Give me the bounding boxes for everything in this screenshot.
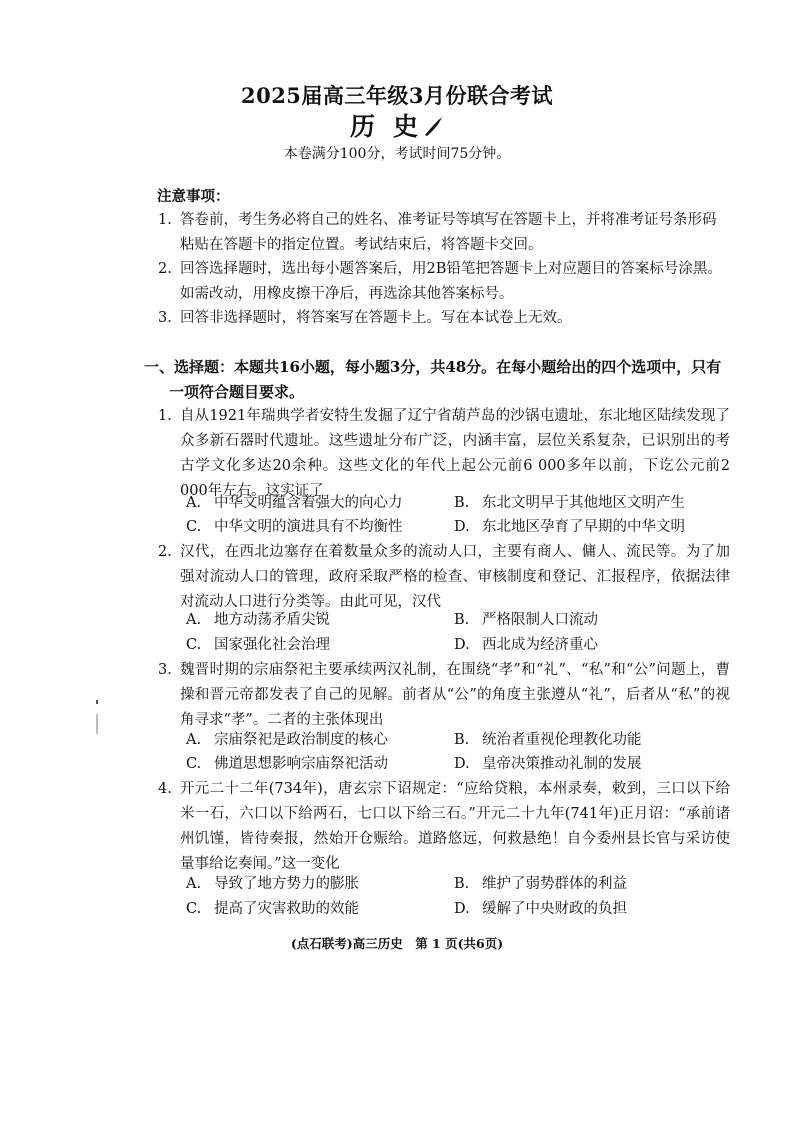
- question-number: 2.: [158, 544, 172, 560]
- option-a: [186, 728, 388, 753]
- notice-item-number: 1.: [158, 212, 172, 228]
- option-d: [454, 752, 642, 777]
- notice-item-number: 2.: [158, 261, 172, 277]
- option-b: [454, 608, 598, 633]
- question-stem: [158, 658, 730, 733]
- option-text: 佛道思想影响宗庙祭祀活动: [214, 756, 388, 772]
- question-text: 汉代，在西北边塞存在着数量众多的流动人口，主要有商人、傭人、流民等。为了加强对流动人口的管理，政府采取严格的检查、审核制度和登记、汇报程序，依据法律对流动人口进行分类等。由此可见，汉代: [180, 544, 730, 610]
- page-footer: (点石联考)高三历史 第 1 页(共6页): [290, 936, 504, 951]
- option-letter: B.: [454, 876, 470, 892]
- question-stem: [158, 777, 730, 877]
- notice-title: 注意事项：: [157, 188, 230, 205]
- option-text: 缓解了中央财政的负担: [482, 901, 627, 917]
- option-letter: C.: [186, 756, 202, 772]
- question-text: 魏晋时期的宗庙祭祀主要承续两汉礼制，在围绕“孝”和“礼”、“私”和“公”问题上，曹操和晋元帝都发表了自己的见解。前者从“公”的角度主张遵从“礼”，后者从“私”的视角寻求“孝”。二者的主张体现出: [180, 662, 730, 728]
- option-letter: C.: [186, 637, 202, 653]
- exam-info: 本卷满分100分，考试时间75分钟。: [283, 146, 511, 162]
- option-text: 地方动荡矛盾尖锐: [214, 612, 330, 628]
- option-b: [454, 728, 642, 753]
- option-letter: A.: [186, 612, 202, 628]
- notice-item-text: 回答非选择题时，将答案写在答题卡上。写在本试卷上无效。: [180, 310, 572, 326]
- option-text: 东北文明早于其他地区文明产生: [482, 495, 685, 511]
- option-b: [454, 872, 627, 897]
- option-text: 导致了地方势力的膨胀: [214, 876, 359, 892]
- scan-margin-mark: [94, 700, 100, 734]
- option-text: 维护了弱势群体的利益: [482, 876, 627, 892]
- option-text: 中华文明蕴含着强大的向心力: [214, 495, 403, 511]
- option-letter: C.: [186, 519, 202, 535]
- subject-heading: [0, 107, 794, 143]
- question-text: 自从1921年瑞典学者安特生发掘了辽宁省葫芦岛的沙锅屯遗址，东北地区陆续发现了众多新石器时代遗址。这些遗址分布广泛，内涵丰富，层位关系复杂，已识别出的考古学文化多达20余种。这些文化的年代上起公元前6 000多年以前，下讫公元前2 000年左右。这实证了: [180, 408, 730, 499]
- option-d: [454, 515, 685, 540]
- option-text: 皇帝决策推动礼制的发展: [482, 756, 642, 772]
- question-number: 4.: [158, 781, 172, 797]
- option-text: 中华文明的演进具有不均衡性: [214, 519, 403, 535]
- option-letter: B.: [454, 612, 470, 628]
- option-c: [186, 515, 403, 540]
- exam-title: 2025届高三年级3月份联合考试: [240, 83, 554, 108]
- option-text: 宗庙祭祀是政治制度的核心: [214, 732, 388, 748]
- option-text: 严格限制人口流动: [482, 612, 598, 628]
- question-stem: [158, 540, 730, 615]
- option-letter: D.: [454, 756, 470, 772]
- option-c: [186, 633, 330, 658]
- section-heading: [144, 355, 734, 405]
- option-letter: A.: [186, 495, 202, 511]
- option-text: 提高了灾害救助的效能: [214, 901, 359, 917]
- option-letter: D.: [454, 637, 470, 653]
- option-a: [186, 608, 330, 633]
- option-letter: B.: [454, 495, 470, 511]
- option-text: 东北地区孕育了早期的中华文明: [482, 519, 685, 535]
- pen-stroke-icon: [422, 115, 444, 137]
- option-letter: B.: [454, 732, 470, 748]
- notice-item-text: 回答选择题时，选出每小题答案后，用2B铅笔把答题卡上对应题目的答案标号涂黑。如需改动，用橡皮擦干净后，再选涂其他答案标号。: [180, 261, 722, 302]
- option-d: [454, 633, 598, 658]
- subject-char-1: 历: [349, 112, 375, 141]
- notice-item: [158, 208, 728, 257]
- subject-char-2: 史: [393, 112, 419, 141]
- option-letter: A.: [186, 876, 202, 892]
- notice-item: [158, 257, 728, 306]
- option-a: [186, 491, 403, 516]
- question-number: 3.: [158, 662, 172, 678]
- option-b: [454, 491, 685, 516]
- option-c: [186, 752, 388, 777]
- question-number: 1.: [158, 408, 172, 424]
- option-text: 西北成为经济重心: [482, 637, 598, 653]
- notice-item-text: 答卷前，考生务必将自己的姓名、准考证号等填写在答题卡上，并将准考证号条形码粘贴在答题卡的指定位置。考试结束后，将答题卡交回。: [180, 212, 717, 253]
- option-text: 国家强化社会治理: [214, 637, 330, 653]
- section-heading-text: 一、选择题：本题共16小题，每小题3分，共48分。在每小题给出的四个选项中，只有一项符合题目要求。: [144, 358, 722, 401]
- option-letter: D.: [454, 519, 470, 535]
- question-stem: [158, 404, 730, 504]
- option-a: [186, 872, 359, 897]
- option-letter: D.: [454, 901, 470, 917]
- notice-item: [158, 306, 728, 331]
- notice-item-number: 3.: [158, 310, 172, 326]
- option-c: [186, 897, 359, 922]
- option-d: [454, 897, 627, 922]
- option-letter: C.: [186, 901, 202, 917]
- option-text: 统治者重视伦理教化功能: [482, 732, 642, 748]
- option-letter: A.: [186, 732, 202, 748]
- question-text: 开元二十二年(734年)，唐玄宗下诏规定：“应给贷粮，本州录奏，敕到，三口以下给米一石，六口以下给两石，七口以下给三石。”开元二十九年(741年)正月诏：“承前诸州饥馑，皆待奏报，然始开仓赈给。道路悠远，何救悬绝！自今委州县长官与采访使量事给讫奏闻。”这一变化: [180, 781, 730, 872]
